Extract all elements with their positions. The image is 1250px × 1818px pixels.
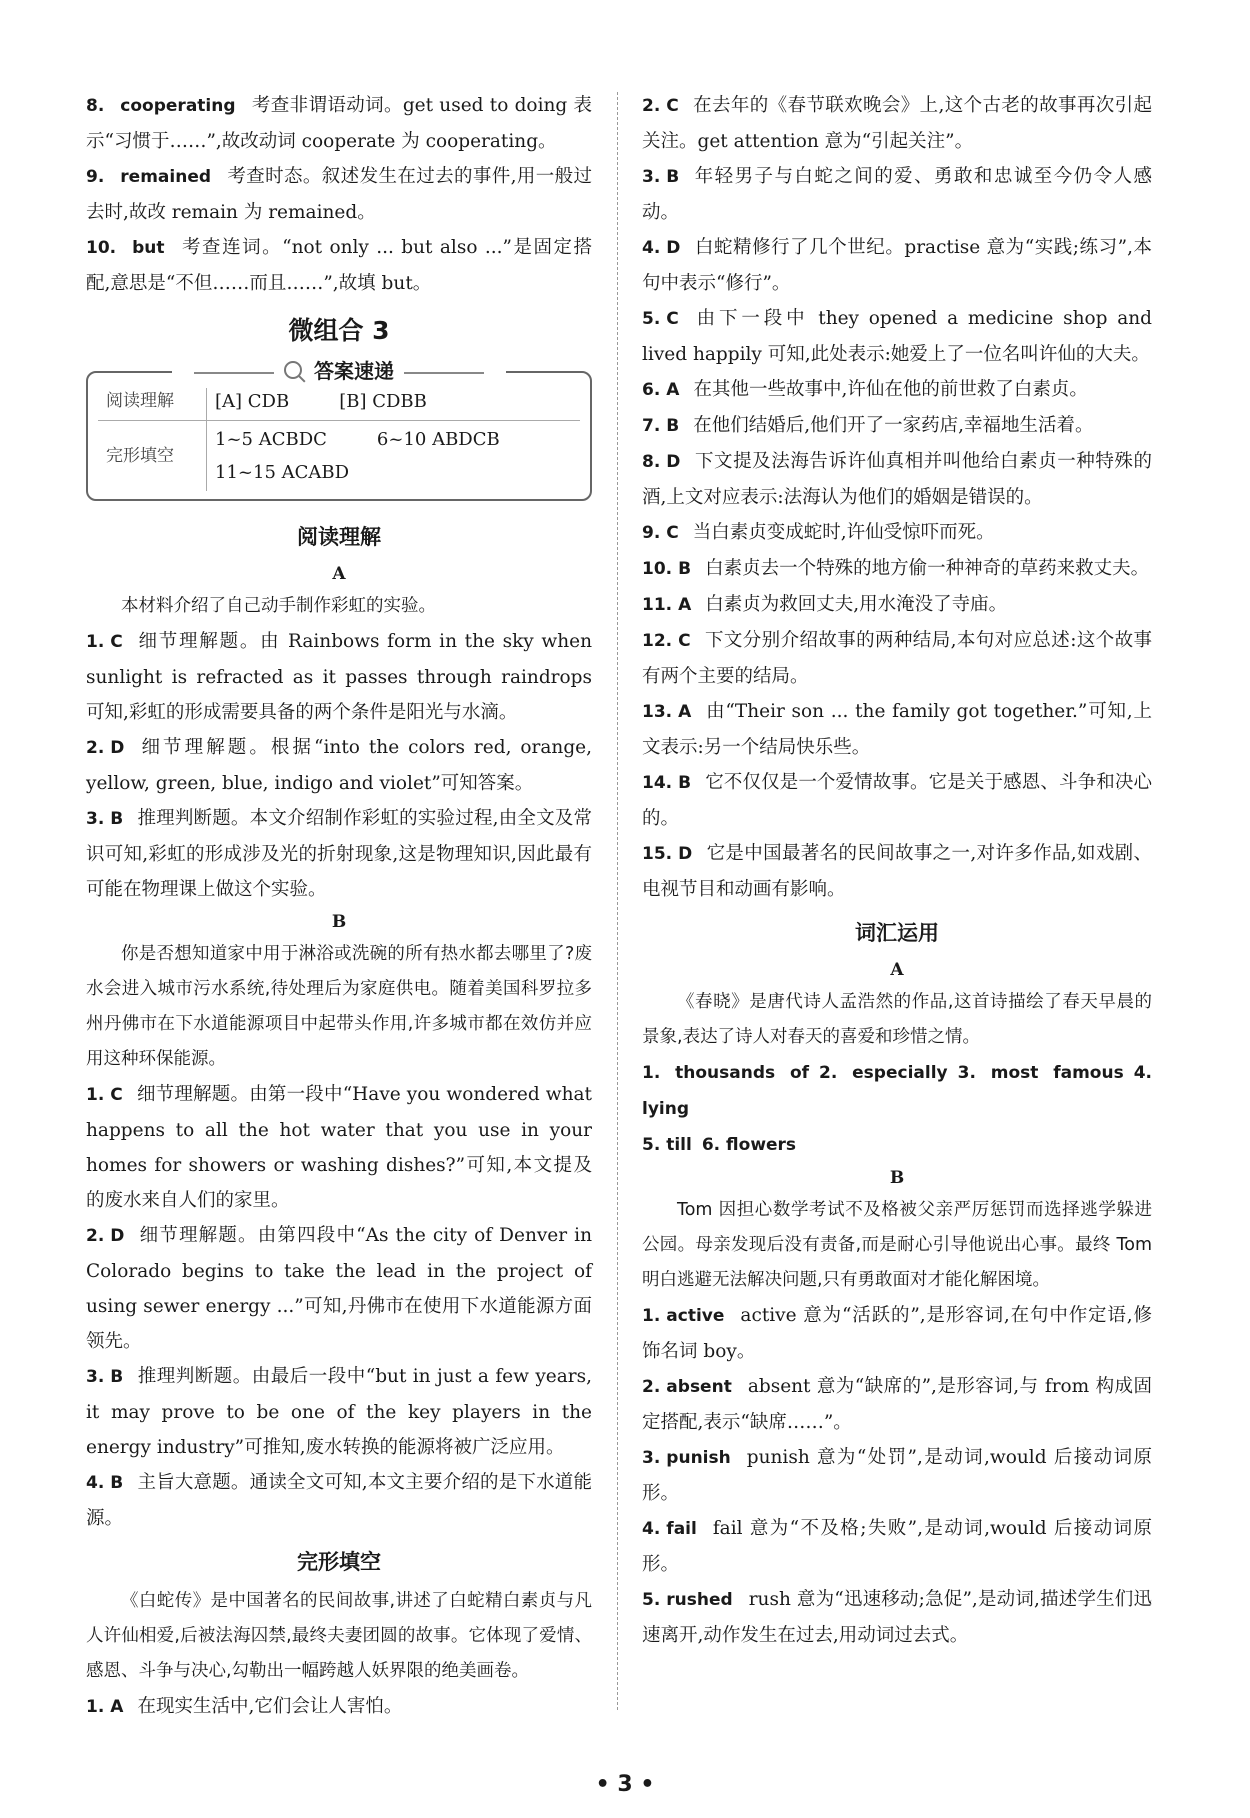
title-rule-right xyxy=(404,372,484,374)
answer-item: 9. C 当白素贞变成蛇时,许仙受惊吓而死。 xyxy=(642,522,995,543)
passage-summary: 本材料介绍了自己动手制作彩虹的实验。 xyxy=(121,596,436,616)
passage-summary: 《春晓》是唐代诗人孟浩然的作品,这首诗描绘了春天早晨的景象,表达了诗人对春天的喜爱和珍惜之情。 xyxy=(642,992,1152,1047)
cloze-label: 完形填空 xyxy=(98,421,207,492)
answer-item: 15. D 它是中国最著名的民间故事之一,对许多作品,如戏剧、电视节目和动画有影响。 xyxy=(642,843,1152,900)
title-rule-left xyxy=(194,372,274,374)
passage-summary: 你是否想知道家中用于淋浴或洗碗的所有热水都去哪里了?废水会进入城市污水系统,待处理后为家庭供电。随着美国科罗拉多州丹佛市在下水道能源项目中起带头作用,许多城市都在效仿并应用这种环保能源。 xyxy=(86,944,592,1069)
group-title: 微组合 3 xyxy=(288,316,390,345)
answer-item: 10. but 考查连词。“not only ... but also ...”是固定搭配,意思是“不但……而且……”,故填 but。 xyxy=(86,237,592,294)
answer-item: 13. A 由“Their son ... the family got together.”可知,上文表示:另一个结局快乐些。 xyxy=(642,701,1152,758)
answer-item: 2. D 细节理解题。根据“into the colors red, orange, yellow, green, blue, indigo and violet”可知答案。 xyxy=(86,737,592,794)
answer-item: 10. B 白素贞去一个特殊的地方偷一种神奇的草药来救丈夫。 xyxy=(642,558,1150,579)
answer-item: 7. B 在他们结婚后,他们开了一家药店,幸福地生活着。 xyxy=(642,415,1094,436)
passage-label-a: A xyxy=(890,960,904,980)
section-title-vocab: 词汇运用 xyxy=(855,921,939,945)
answer-item: 14. B 它不仅仅是一个爱情故事。它是关于感恩、斗争和决心的。 xyxy=(642,772,1152,829)
passage-summary: Tom 因担心数学考试不及格被父亲严厉惩罚而选择逃学躲进公园。母亲发现后没有责备,而是耐心引导他说出心事。最终 Tom 明白逃避无法解决问题,只有勇敢面对才能化解困境。 xyxy=(642,1200,1152,1290)
answer-item: 5. rushed rush 意为“迅速移动;急促”,是动词,描述学生们迅速离开,动作发生在过去,用动词过去式。 xyxy=(642,1589,1152,1646)
column-divider xyxy=(617,92,618,1710)
answer-item: 6. A 在其他一些故事中,许仙在他的前世救了白素贞。 xyxy=(642,379,1088,400)
vocab-answers-line: 5. till 6. flowers xyxy=(642,1135,797,1155)
passage-label-a: A xyxy=(332,564,346,584)
magnifier-icon xyxy=(284,361,302,379)
quick-answer-title: 答案速递 xyxy=(172,354,506,388)
answer-item: 1. active active 意为“活跃的”,是形容词,在句中作定语,修饰名词 boy。 xyxy=(642,1305,1152,1362)
answer-item: 3. B 推理判断题。本文介绍制作彩虹的实验过程,由全文及常识可知,彩虹的形成涉及光的折射现象,这是物理知识,因此最有可能在物理课上做这个实验。 xyxy=(86,808,592,900)
answer-item: 3. punish punish 意为“处罚”,是动词,would 后接动词原形。 xyxy=(642,1447,1152,1504)
answer-item: 1. C 细节理解题。由 Rainbows form in the sky when sunlight is refracted as it passes through raindrops 可知,彩虹的形成需要具备的两个条件是阳光与水滴。 xyxy=(86,631,592,723)
top-items xyxy=(86,88,592,301)
answer-item: 2. D 细节理解题。由第四段中“As the city of Denver in Colorado begins to take the lead in the project of using sewer energy ...”可知,丹佛市在使用下水道能源方面领先。 xyxy=(86,1225,592,1352)
passage-summary: 《白蛇传》是中国著名的民间故事,讲述了白蛇精白素贞与凡人许仙相爱,后被法海囚禁,最终夫妻团圆的故事。它体现了爱情、感恩、斗争与决心,勾勒出一幅跨越人妖界限的绝美画卷。 xyxy=(86,1591,592,1681)
answer-item: 11. A 白素贞为救回丈夫,用水淹没了寺庙。 xyxy=(642,594,1008,615)
answer-item: 2. absent absent 意为“缺席的”,是形容词,与 from 构成固定搭配,表示“缺席……”。 xyxy=(642,1376,1152,1433)
passage-label-b: B xyxy=(331,912,347,932)
section-title-cloze: 完形填空 xyxy=(297,1550,381,1574)
answer-item: 4. B 主旨大意题。通读全文可知,本文主要介绍的是下水道能源。 xyxy=(86,1472,592,1529)
right-column xyxy=(642,88,1152,1653)
answer-item: 9. remained 考查时态。叙述发生在过去的事件,用一般过去时,故改 remain 为 remained。 xyxy=(86,166,592,223)
reading-answers: [A] CDB [B] CDBB xyxy=(207,383,581,421)
quick-answer-box xyxy=(86,359,592,501)
answer-item: 8. cooperating 考查非谓语动词。get used to doing 表示“习惯于……”,故改动词 cooperate 为 cooperating。 xyxy=(86,95,592,152)
quick-answer-table xyxy=(98,383,580,491)
answer-item: 8. D 下文提及法海告诉许仙真相并叫他给白素贞一种特殊的酒,上文对应表示:法海认为他们的婚姻是错误的。 xyxy=(642,451,1152,508)
vocab-answers-line: 1. thousands of 2. especially 3. most famous 4. lying xyxy=(642,1063,1152,1119)
answer-item: 4. fail fail 意为“不及格;失败”,是动词,would 后接动词原形。 xyxy=(642,1518,1152,1575)
answer-item: 3. B 推理判断题。由最后一段中“but in just a few years, it may prove to be one of the key players in the energy industry”可推知,废水转换的能源将被广泛应用。 xyxy=(86,1366,592,1458)
answer-item: 2. C 在去年的《春节联欢晚会》上,这个古老的故事再次引起关注。get attention 意为“引起关注”。 xyxy=(642,95,1152,152)
reading-label: 阅读理解 xyxy=(98,383,207,421)
section-title-reading: 阅读理解 xyxy=(297,525,381,549)
left-column xyxy=(86,88,592,1725)
answer-item: 3. B 年轻男子与白蛇之间的爱、勇敢和忠诚至今仍令人感动。 xyxy=(642,166,1152,223)
answer-item: 4. D 白蛇精修行了几个世纪。practise 意为“实践;练习”,本句中表示“修行”。 xyxy=(642,237,1152,294)
passage-label-b: B xyxy=(889,1168,905,1188)
page-number: • 3 • xyxy=(595,1772,655,1797)
answer-item: 1. C 细节理解题。由第一段中“Have you wondered what happens to all the hot water that you use in your homes for showers or washing dishes?”可知,本文提及的废水来自人们的家里。 xyxy=(86,1084,592,1211)
answer-item: 5. C 由下一段中 they opened a medicine shop and lived happily 可知,此处表示:她爱上了一位名叫许仙的大夫。 xyxy=(642,308,1152,365)
answer-item: 1. A 在现实生活中,它们会让人害怕。 xyxy=(86,1696,403,1717)
answer-item: 12. C 下文分别介绍故事的两种结局,本句对应总述:这个故事有两个主要的结局。 xyxy=(642,630,1152,687)
cloze-answers: 1~5 ACBDC 6~10 ABDCB 11~15 ACABD xyxy=(215,429,500,483)
